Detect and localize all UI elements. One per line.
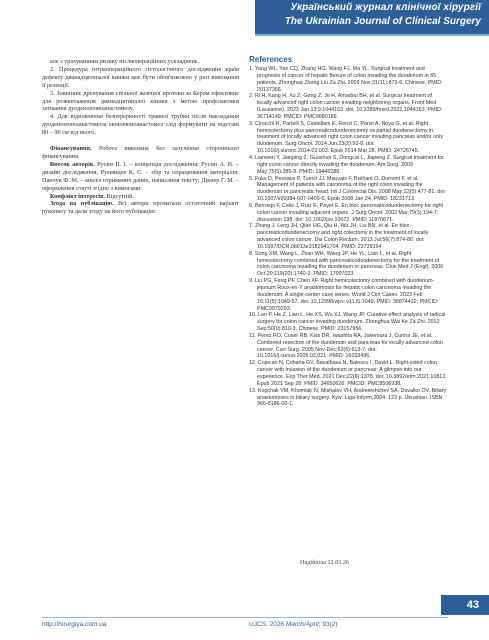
page-number: 43 — [466, 599, 479, 611]
reference-item: 10. Lan P, He Z, Lian L, He XS, Wu XJ, Wang JP. Curative effect analysis of radical surgery for colon cancer invading duodenum. Zhonghua Wai Ke Za Zhi. 2012 Sep;50(9):810-3. Chinese. PMID: 23157956. — [249, 312, 446, 333]
reference-item: 5. Fuks D, Pessaux P, Tuech JJ, Mauvais F, Bréhant O, Dumont F, et al. Management of patients with carcinoma of the right colon invading the duodenum or pancreatic head. Int J Colorectal Dis. 2008 May;23(5):477-81. doi: 10.1007/s00384-007-0409-5. Epub 2008 Jan 24. PMID: 18231713. — [249, 175, 446, 203]
journal-title-en: The Ukrainian Journal of Clinical Surgery — [284, 16, 481, 27]
reference-item: 13. Kopchak VM, Khomiak IV, Mishalov VH, Andreieshchev SA, Duvalko OV. Biliary anastomoses in biliary surgery. Kyiv: Liga-Inform;2004. 123 p. Ukrainian. ISBN 966-8186-00-1. — [249, 387, 447, 408]
footer-issue — [249, 621, 338, 628]
footer-volume: ; 93(2) — [318, 621, 338, 628]
reference-item: 11. Perez RO, Coser RB, Kiss DR, Iwashita RA, Jukemura J, Cunha JE, et al. Combined resection of the duodenum and pancreas for locally advanced colon cancer. Curr Surg. 2005 Nov-Dec;62(6):613-7. doi: 10.1016/j.cursur.2005.03.021. PMID: 16293496. — [249, 332, 443, 360]
reference-item: 7. Zhang J, Leng JH, Qian HG, Qiu H, Wu JH, Liu BN, et al. En bloc pancreaticoduodenectomy and right colectomy in the treatment of locally advanced colon cancer. Dis Colon Rectum. 2013 Jul;56(7):874-80. doi: 10.1097/DCR.0b013e3182941704. PMID: 23739194. — [249, 223, 429, 250]
conflict-label: Конфлікт інтересів. — [50, 192, 105, 200]
footer-issue-month: March/April — [285, 621, 319, 628]
references-column — [249, 55, 447, 408]
conclusion-p3: 3. Зовнішнє дренування спільної жовчної протоки за Кером ефективне для розвантаження дванадцятипалої кишки з метою профілактики затікання дуоденоеюноанастомозу. — [42, 89, 239, 113]
reference-item: 8. Song XM, Wang L, Zhan WH, Wang JP, He YL, Lian L, et al. Right hemicolectomy combined with pancreaticoduodenectomy for the treatment of colon carcinoma invading the duodenum or pancreas. Chin Med J (Engl). 2006 Oct 20;119(20):1740-3. PMID: 17097023. — [249, 250, 444, 278]
conflict-text: Відсутній. — [105, 192, 134, 200]
footer-divider — [42, 617, 448, 618]
contrib-paragraph — [42, 161, 239, 193]
conclusion-p2: 2. Процедура інтраопераційного гістологічного дослідження країв дефекту дванадцятипалої кишки має бути обов'язковою у разі виконання її резекції. — [42, 65, 239, 89]
reference-item: 9. Liu PG, Feng PF, Chen XF. Right hemicolectomy combined with duodenum-jejunum Roux-en-Y anastomosis for hepatic colon carcinoma invading the duodenum: A single-center case series. World J Clin Cases. 2023 Feb 16;11(5):1049-57. doi: 10.12998/wjcc.v11.i5.1049. PMID: 36874432; PMCID: PMC9979293. — [249, 278, 439, 312]
header-divider — [255, 34, 489, 36]
references-title: References — [249, 55, 293, 64]
funding-paragraph — [42, 145, 239, 161]
footer-journal: UJCS, 2026 — [249, 621, 286, 628]
left-column — [42, 58, 239, 216]
reference-item: 2. Ri H, Kang H, Xu Z, Gong Z, Jo H, Amadou BH, et al. Surgical treatment of locally advanced right colon cancer invading neighboring organs. Front Med (Lausanne). 2023 Jan 13;9:1044163. doi: 10.3389/fmed.2022.1044163. PMID: 36714149; PMCID: PMC9880189. — [249, 93, 443, 120]
journal-url-link[interactable]: http://hirurgiya.com.ua — [42, 621, 107, 628]
conclusion-p4: 4. Для відновлення безперервності травної трубки після накладання дуоденоеюноанастомоза еюноеюноанастомоз слід формувати на відстані 80 – 90 см від нього. — [42, 113, 239, 137]
contrib-label: Внесок авторів. — [50, 160, 95, 168]
reference-item: 6. Berrospi F, Celis J, Ruiz E, Payet E. En bloc pancreaticoduodenectomy for right colon cancer invading adjacent organs. J Surg Oncol. 2002 Mar;79(3):194-7; discussion 198. doi: 10.1002/jso.10072. PMID: 11870671. — [249, 202, 443, 223]
consent-paragraph — [42, 200, 239, 216]
reference-item: 3. Cirocchi R, Partelli S, Castellani E, Renzi C, Parisi A, Noya G, et al. Right hemicolectomy plus pancreaticoduodenectomy vs partial duodenectomy in treatment of locally advanced right colon cancer invading pancreas and/or only duodenum. Surg Oncol. 2014 Jun;23(2):92-8. doi: 10.1016/j.suronc.2014.03.003. Epub 2014 Mar 28. PMID: 24726745. — [249, 120, 443, 155]
reference-item: 12. Cojocari N, Crihana GV, Bacalbasa N, Balescu I, David L. Right-sided colon cancer with invasion of the duodenum or pancreas: A glimpse into our experience. Exp Ther Med. 2021 Dec;22(6):1378. doi: 10.3892/etm.2021.10813. Epub 2021 Sep 28. PMID: 34650626; PMCID: PMC8506938. — [249, 360, 447, 387]
consent-label: Згода на публікацію. — [50, 200, 114, 208]
conflict-paragraph — [42, 193, 239, 201]
reference-item: 4. Lianwen Y, Jianping Z, Guoshun S, Dongcai L, Jiapeng Z. Surgical treatment for right colon cancer directly invading the duodenum. Am Surg. 2009 May;75(5):385-8. PMID: 19445288. — [249, 154, 444, 175]
journal-header — [255, 0, 489, 34]
contrib-text: Русин В. І. – концепція дослідження; Русин А. В. – дизайн дослідження; Румянцев К. Є. – збір та опрацювання матеріалів; Панчук Ф. М. – аналіз отриманих даних, написання тексту; Дікнер Г. М. – оформлення статті згідно з вимогами. — [42, 160, 239, 192]
funding-text: Робота виконана без залучення стороннього фінансування. — [42, 145, 239, 160]
conclusion-p1: але з урахуванням ризику післяопераційних ускладнень. — [50, 58, 200, 65]
journal-title-ua: Український журнал клінічної хірургії — [290, 2, 481, 13]
received-date: Надійшла 12.01.26 — [300, 559, 350, 566]
consent-text: Всі автори прочитали остаточний варіант рукопису та дали згоду на його публікацію. — [42, 200, 239, 216]
page-number-box — [441, 595, 489, 615]
reference-item: 1. Yang WL, Yan CQ, Zhang HG, Wang FJ, Ma YL. Surgical treatment and prognosis of cancer of hepatic flexure of colon invading the duodenum in 65 patients. Zhonghua Zhong Liu Za Zhi. 2009 Nov;31(11):873-6. Chinese. PMID: 20137356. — [249, 66, 443, 93]
funding-label: Фінансування. — [50, 145, 92, 153]
